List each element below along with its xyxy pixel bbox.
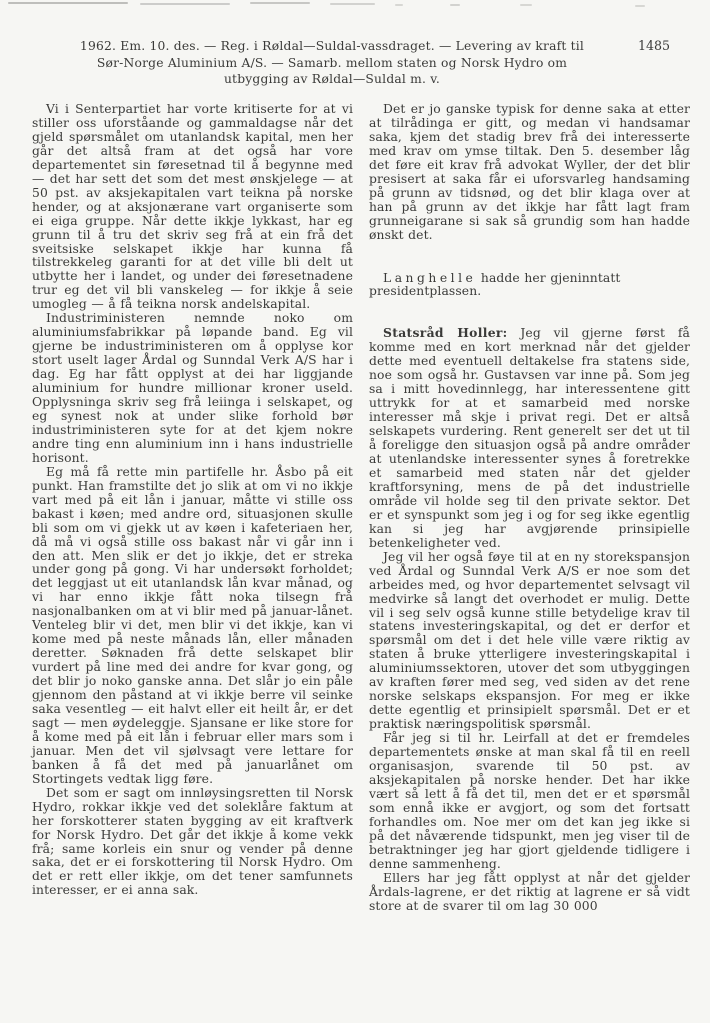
speaker-name: Statsråd Holler: (383, 325, 508, 341)
paragraph: Vi i Senterpartiet har vorte kritiserte for at vi stiller oss uforståande og gammaldagse når det gjeld spørsmålet om utanlandsk kapital, men her går det altså fram at det også har vore departementet sin føresetnad til å begynne med — det har sett det som det mest ønskjelege — at 50 pst. av aksjekapitalen vart teikna på norske hender, og at aksjonærane vart organiserte som ei eiga gruppe. Når dette ikkje lykkast, har eg grunn til å tru det skriv seg frå at ein frå det sveitsiske selskapet ikkje har kunna få tilstrekkeleg garanti for at det ville bli delt ut utbytte her i landet, og under dei føresetnadene trur eg det vil bli vanskeleg — for ikkje å seie umogleg — å få teikna norsk andelskapital. (32, 102, 353, 312)
scan-artifact (520, 4, 532, 6)
speech-paragraph: Statsråd Holler: Jeg vil gjerne først få komme med en kort merknad når det gjelder dette med eventuell deltakelse fra statens side, noe som også hr. Gustavsen var inne på. Som jeg sa i mitt hovedinnlegg, har interessentene gitt uttrykk for at et samarbeid med norske interesser må skje i privat regi. Det er altså selskapets vurdering. Rent generelt ser det ut til å foreligge den situasjon også på andre områder at utenlandske interessenter synes å foretrekke et samarbeid med staten når det gjelder kraftforsyning, mens de på det industrielle område vil holde seg til den private sektor. Det er et synspunkt som jeg i og for seg ikke egentlig kan si jeg har avgjørende prinsipielle betenkeligheter ved. (369, 325, 690, 550)
paragraph: Det som er sagt om innløysingsretten til Norsk Hydro, rokkar ikkje ved det soleklåre faktum at her forskotterer staten bygging av eit kraftverk for Norsk Hydro. Det går det ikkje å kome vekk frå; same korleis ein snur og vender på denne saka, det er ei forskottering til Norsk Hydro. Om det er rett eller ikkje, om det tener samfunnets interesser, er ei anna sak. (32, 785, 353, 898)
speaker-name: Langhelle (383, 270, 477, 285)
scan-artifact (250, 2, 310, 4)
scan-artifact (450, 4, 460, 6)
scan-artifact (330, 3, 375, 5)
paragraph: Eg må få rette min partifelle hr. Åsbo på eit punkt. Han framstilte det jo slik at om vi no ikkje vart med på eit lån i januar, måtte vi stille oss bakast i køen; med andre ord, situasjonen skulle bli som om vi gjekk ut av køen i kafeteriaen her, då må vi også stille oss bakast når vi går inn i den att. Men slik er det jo ikkje, det er streka under gong på gong. Vi har undersøkt forholdet; det leggjast ut eit utanlandsk lån kvar månad, og vi har enno ikkje fått noka tilsegn frå nasjonalbanken om at vi blir med på januar-lånet. Venteleg blir vi det, men blir vi det ikkje, kan vi kome med på neste månads lån, eller månaden deretter. Søknaden frå dette selskapet blir vurdert på line med dei andre for kvar gong, og det blir jo noko ganske anna. Det slår jo ein påle gjennom den påstand at vi ikkje berre vil seinke saka vesentleg — eit halvt eller eit heilt år, er det sagt — men øydeleggje. Sjansane er like store for å kome med på eit lån i februar eller mars som i januar. Men det vil sjølvsagt vere lettare for banken å få det med på januarlånet om Stortingets vedtak ligg føre. (32, 464, 353, 786)
header-line-1: 1962. Em. 10. des. — Reg. i Røldal—Suldal-vassdraget. — Levering av kraft til (79, 39, 585, 53)
header-line-3: utbygging av Røldal—Suldal m. v. (223, 72, 441, 87)
paragraph: Det er jo ganske typisk for denne saka at etter at tilrådinga er gitt, og medan vi handsamar saka, kjem det stadig brev frå dei interesserte med krav om ymse tiltak. Den 5. desember låg det føre eit krav frå advokat Wyller, der det blir presisert at saka får ei uforsvarleg handsaming på grunn av tidsnød, og det blir klaga over at han på grunn av det ikkje har fått lagt fram grunneigarane si sak så grundig som han hadde ønskt det. (369, 102, 690, 242)
page-number: 1485 (637, 38, 670, 53)
text-columns (32, 103, 690, 913)
scan-artifact (635, 5, 645, 7)
paragraph: Ellers har jeg fått opplyst at når det gjelder Årdals-lagrene, er det riktig at lagrene er så vidt store at de svarer til om lag 30 000 (369, 870, 690, 913)
right-column (369, 103, 690, 913)
scan-artifact (8, 2, 128, 4)
left-column (32, 103, 353, 913)
header-line-2: Sør-Norge Aluminium A/S. — Samarb. mellom staten og Norsk Hydro om (96, 55, 568, 70)
scan-artifact (395, 4, 403, 6)
paragraph: Får jeg si til hr. Leirfall at det er fremdeles departementets ønske at man skal få til en reell organisasjon, svarende til 50 pst. av aksjekapitalen på norske hender. Det har ikke vært så lett å få det til, men det er et spørsmål som ennå ikke er avgjort, og som det fortsatt forhandles om. Noe mer om det kan jeg ikke si på det nåværende tidspunkt, men jeg viser til de betraktninger jeg har gjort gjeldende tidligere i denne sammenheng. (369, 731, 690, 871)
paragraph: Industriministeren nemnde noko om aluminiumsfabrikkar på løpande band. Eg vil gjerne be industriministeren om å opplyse kor stort uselt lager Årdal og Sunndal Verk A/S har i dag. Eg har fått opplyst at dei har liggjande aluminium for hundre millionar kroner useld. Opplysninga skriv seg frå leiinga i selskapet, og eg synest nok at under slike forhold bør industriministeren syte for at det kjem nokre andre ting enn aluminium inn i hans industrielle horisont. (32, 311, 353, 465)
scan-artifact (140, 3, 230, 5)
paragraph: Jeg vil her også føye til at en ny storekspansjon ved Årdal og Sunndal Verk A/S er noe som det arbeides med, og hvor departementet selvsagt vil medvirke så langt det overhodet er mulig. Dette vil i seg selv også kunne stille betydelige krav til statens investeringskapital, og det er derfor et spørsmål om det i det hele ville være riktig av staten å bruke ytterligere investeringskapital i aluminiumssektoren, utover det som utbyggingen av kraften fører med seg, ved siden av det rene norske selskaps ekspansjon. For meg er ikke dette egentlig et prinsipielt spørsmål. Det er et praktisk næringspolitisk spørsmål. (369, 549, 690, 732)
stage-paragraph: Langhelle hadde her gjeninntatt presidentplassen. (369, 270, 621, 299)
page-header (62, 38, 602, 88)
